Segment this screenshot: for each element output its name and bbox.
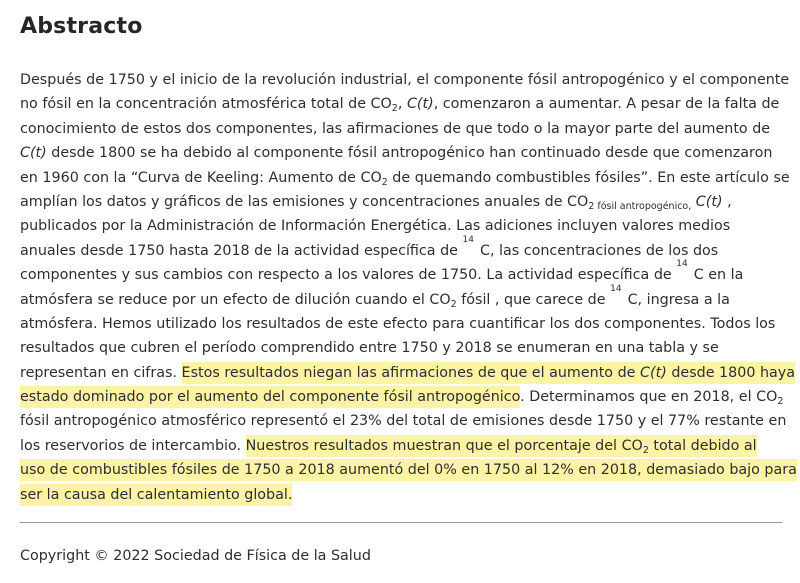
abstract-text [20, 68, 797, 507]
abstract-line: anuales desde 1750 hasta 2018 de la actividad específica de $^{14}$C, las concentraciones de los dos [20, 234, 719, 259]
highlighted-text: estado dominado por el aumento del componente fósil antropogénico [20, 389, 521, 406]
highlighted-text: Nuestros resultados muestran que el porcentaje del $CO_2$ total debido al [245, 437, 757, 456]
abstract-line: fósil antropogénico atmosférico representó el 23% del total de emisiones desde 1750 y el 77% restante en [20, 413, 787, 430]
highlighted-text: Estos resultados niegan las afirmaciones de que el aumento de C(t) desde 1800 haya [181, 364, 796, 381]
abstract-line: componentes y sus cambios con respecto a los valores de 1750. La actividad específica de $^{14}$C en la [20, 259, 744, 284]
abstract-heading: Abstracto [20, 14, 143, 39]
abstract-line: C(t) desde 1800 se ha debido al componente fósil antropogénico han continuado desde que comenzaron [20, 145, 773, 162]
abstract-line: conocimiento de estos dos componentes, las afirmaciones de que todo o la mayor parte del aumento de [20, 120, 771, 137]
abstract-line: publicados por la Administración de Información Energética. Las adiciones incluyen valores medios [20, 218, 731, 235]
abstract-line: representan en cifras. Estos resultados niegan las afirmaciones de que el aumento de C(t) desde 1800 haya [20, 364, 796, 381]
abstract-line: los reservorios de intercambio. Nuestros resultados muestran que el porcentaje del $CO_2$ total debido al [20, 437, 757, 456]
divider [20, 522, 782, 523]
abstract-line: Después de 1750 y el inicio de la revolución industrial, el componente fósil antropogénico y el componente [20, 72, 790, 88]
copyright-notice: Copyright © 2022 Sociedad de Física de la Salud [20, 548, 371, 564]
abstract-line: resultados que cubren el período comprendido entre 1750 y 2018 se enumeran en una tabla y se [20, 340, 719, 357]
highlighted-text: ser la causa del calentamiento global. [20, 486, 293, 503]
abstract-line: en 1960 con la “Curva de Keeling: Aumento de $CO_2$ de quemando combustibles fósiles”. En este artículo se [20, 169, 790, 188]
abstract-line: estado dominado por el aumento del componente fósil antropogénico. Determinamos que en 2018, el $CO_2$ [20, 389, 784, 408]
abstract-line [20, 458, 797, 482]
abstract-line: atmósfera se reduce por un efecto de dilución cuando el $CO_2$ fósil , que carece de $^{14}$C, ingresa a la [20, 283, 730, 310]
abstract-line: amplían los datos y gráficos de las emisiones y concentraciones anuales de $CO_{2 fósil antropogénico,}$ C(t) , [20, 193, 732, 212]
abstract-line [20, 483, 782, 507]
highlighted-text: uso de combustibles fósiles de 1750 a 2018 aumentó del 0% en 1750 al 12% en 2018, demasiado bajo para [20, 462, 797, 479]
abstract-line: atmósfera. Hemos utilizado los resultados de este efecto para cuantificar los dos componentes. Todos los [20, 315, 776, 332]
abstract-line: no fósil en la concentración atmosférica total de $CO_2$, C(t), comenzaron a aumentar. A pesar de la falta de [20, 96, 780, 115]
